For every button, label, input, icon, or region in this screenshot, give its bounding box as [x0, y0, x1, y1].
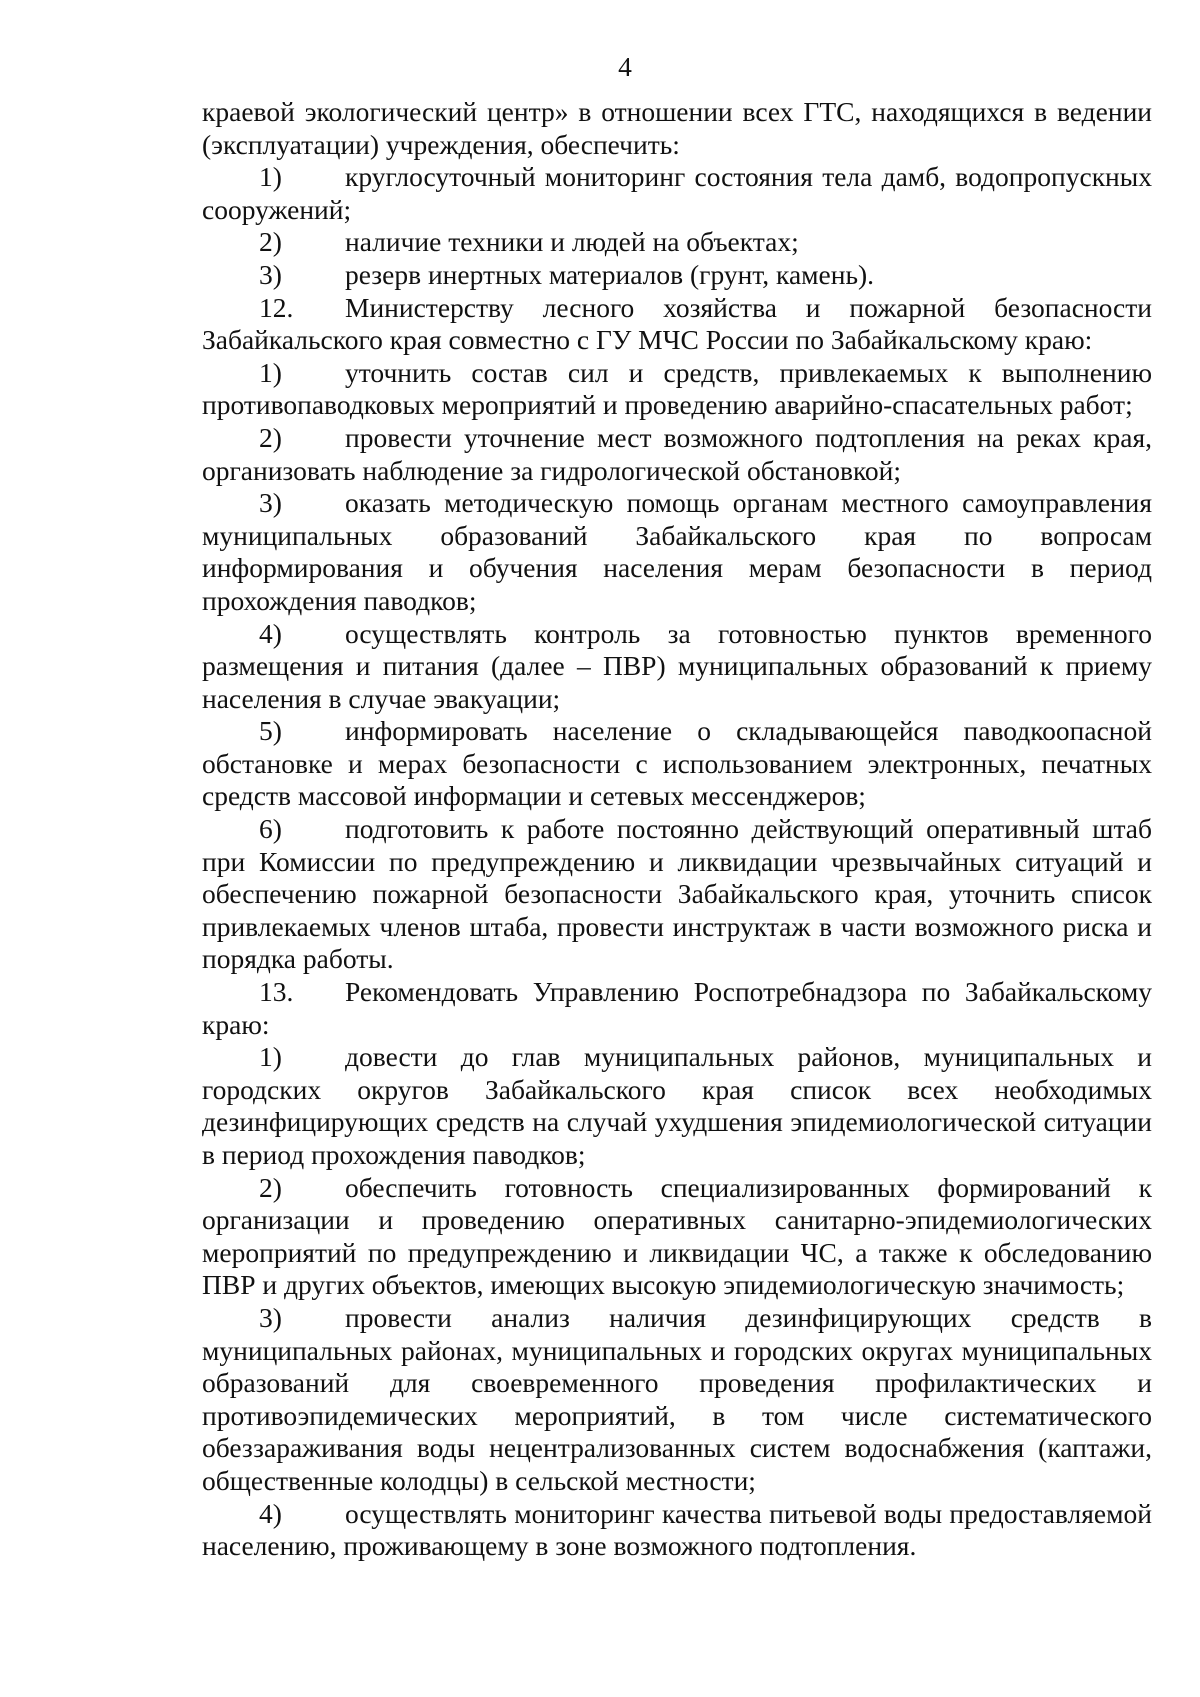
paragraph-text: круглосуточный мониторинг состояния тела дамб, водопропускных сооружений;	[202, 161, 1152, 225]
list-item	[202, 161, 1152, 226]
paragraph-text: информировать население о складывающейся паводкоопасной обстановке и мерах безопасности с использованием электронных, печатных средств массовой информации и сетевых мессенджеров;	[202, 715, 1152, 812]
paragraph-text: Рекомендовать Управлению Роспотребнадзора по Забайкальскому краю:	[202, 976, 1152, 1040]
section-item-13	[202, 976, 1152, 1041]
paragraph-text: провести анализ наличия дезинфицирующих средств в муниципальных районах, муниципальных и городских округах муниципальных образований для своевременного проведения профилактических и противоэпидемических мероприятий, в том числе систематического обеззараживания воды нецентрализованных систем водоснабжения (каптажи, общественные колодцы) в сельской местности;	[202, 1301, 1152, 1496]
paragraph-text: осуществлять мониторинг качества питьевой воды предоставляемой населению, проживающему в зоне возможного подтопления.	[202, 1497, 1152, 1562]
item-number: 5)	[259, 715, 282, 747]
list-item	[202, 1498, 1152, 1563]
item-number: 1)	[259, 1041, 282, 1073]
list-item	[202, 487, 1152, 617]
item-number: 4)	[259, 617, 282, 649]
list-item	[202, 1041, 1152, 1171]
section-number: 12.	[259, 291, 294, 323]
item-number: 6)	[259, 813, 282, 845]
paragraph-text: краевой экологический центр» в отношении всех ГТС, находящихся в ведении (эксплуатации) учреждения, обеспечить:	[202, 96, 1152, 160]
list-item	[202, 618, 1152, 716]
list-item	[202, 1302, 1152, 1498]
item-number: 4)	[259, 1497, 282, 1529]
item-number: 2)	[259, 1171, 282, 1203]
paragraph-text: подготовить к работе постоянно действующий оперативный штаб при Комиссии по предупреждению и ликвидации чрезвычайных ситуаций и обеспечению пожарной безопасности Забайкальского края, уточнить список привлекаемых членов штаба, провести инструктаж в части возможного риска и порядка работы.	[202, 813, 1152, 975]
list-item	[202, 259, 1152, 292]
section-number: 13.	[259, 976, 294, 1008]
item-number: 2)	[259, 226, 282, 258]
list-item	[202, 715, 1152, 813]
list-item	[202, 422, 1152, 487]
list-item	[202, 813, 1152, 976]
paragraph-text: провести уточнение мест возможного подтопления на реках края, организовать наблюдение за гидрологической обстановкой;	[202, 421, 1152, 486]
paragraph-text: довести до глав муниципальных районов, муниципальных и городских округов Забайкальского края список всех необходимых дезинфицирующих средств на случай ухудшения эпидемиологической ситуации в период прохождения паводков;	[202, 1041, 1152, 1170]
paragraph-text: обеспечить готовность специализированных формирований к организации и проведению оперативных санитарно-эпидемиологических мероприятий по предупреждению и ликвидации ЧС, а также к обследованию ПВР и других объектов, имеющих высокую эпидемиологическую значимость;	[202, 1171, 1152, 1301]
paragraph-text: резерв инертных материалов (грунт, камень).	[345, 258, 875, 290]
paragraph-intro	[202, 96, 1152, 161]
item-number: 3)	[259, 258, 282, 290]
paragraph-text: Министерству лесного хозяйства и пожарной безопасности Забайкальского края совместно с ГУ МЧС России по Забайкальскому краю:	[202, 291, 1152, 356]
page-number: 4	[618, 51, 632, 82]
paragraph-text: наличие техники и людей на объектах;	[345, 226, 799, 258]
list-item	[202, 1172, 1152, 1302]
list-item	[202, 357, 1152, 422]
list-item	[202, 226, 1152, 259]
item-number: 1)	[259, 356, 282, 388]
item-number: 1)	[259, 161, 282, 193]
section-item-12	[202, 292, 1152, 357]
item-number: 2)	[259, 421, 282, 453]
paragraph-text: оказать методическую помощь органам местного самоуправления муниципальных образований Забайкальского края по вопросам информирования и обучения населения мерам безопасности в период прохождения паводков;	[202, 487, 1152, 616]
item-number: 3)	[259, 1301, 282, 1333]
paragraph-text: уточнить состав сил и средств, привлекаемых к выполнению противопаводковых мероприятий и проведению аварийно-спасательных работ;	[202, 356, 1152, 421]
document-body	[202, 96, 1152, 1563]
item-number: 3)	[259, 487, 282, 519]
paragraph-text: осуществлять контроль за готовностью пунктов временного размещения и питания (далее – ПВР) муниципальных образований к приему населения в случае эвакуации;	[202, 617, 1152, 714]
